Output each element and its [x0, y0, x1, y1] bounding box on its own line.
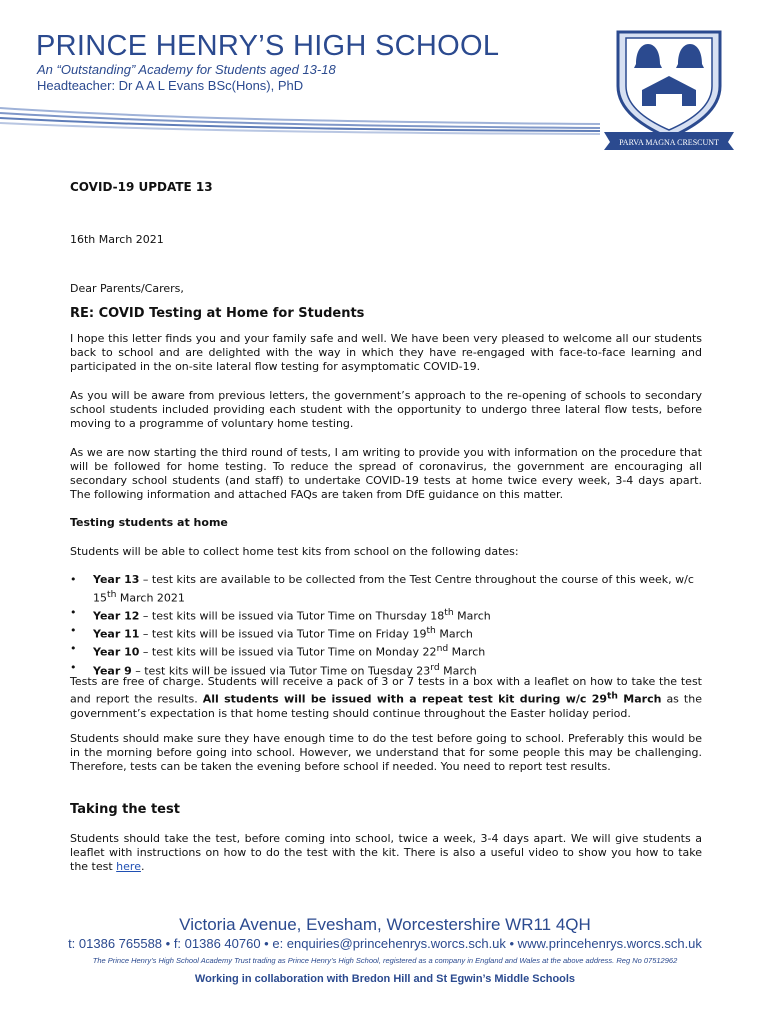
- paragraph-previous-letters: As you will be aware from previous letters, the government’s approach to the re-opening of schools to secondary school students included providing each student with the opportunity to undergo three lateral flow tests, before moving to a programme of voluntary home testing.: [70, 389, 702, 430]
- collection-dates-list: [70, 573, 710, 679]
- year-label: Year 10: [93, 646, 140, 659]
- list-item: • Year 11 – test kits will be issued via Tutor Time on Friday 19th March: [70, 624, 473, 641]
- bullet-icon: •: [70, 624, 77, 638]
- bullet-icon: •: [70, 660, 77, 674]
- bullet-icon: •: [70, 605, 77, 619]
- letter-greeting: Dear Parents/Carers,: [70, 282, 184, 295]
- heading-taking-the-test: Taking the test: [70, 802, 180, 817]
- footer-legal: The Prince Henry’s High School Academy Trust trading as Prince Henry’s High School, registered as a company in England and Wales at the above address. Reg No 07512962: [92, 956, 678, 965]
- headteacher-line: Headteacher: Dr A A L Evans BSc(Hons), PhD: [37, 78, 304, 93]
- video-link[interactable]: here: [116, 860, 141, 873]
- crest-motto: PARVA MAGNA CRESCUNT: [619, 138, 719, 147]
- footer-contact: t: 01386 765588 • f: 01386 40760 • e: enquiries@princehenrys.worcs.sch.uk • www.princehenrys.worcs.sch.uk: [68, 936, 702, 951]
- list-item: • Year 12 – test kits will be issued via Tutor Time on Thursday 18th March: [70, 605, 491, 623]
- bullet-icon: •: [70, 573, 77, 586]
- list-item: • Year 10 – test kits will be issued via Tutor Time on Monday 22nd March: [70, 642, 486, 659]
- header-swoosh-graphic: [0, 100, 600, 140]
- year-label: Year 11: [93, 627, 140, 641]
- list-item: • Year 13 – test kits are available to be collected from the Test Centre throughout the course of this week, w/c 15th March 2021: [70, 573, 694, 605]
- letter-title: COVID-19 UPDATE 13: [70, 180, 213, 194]
- collection-intro: Students will be able to collect home test kits from school on the following dates:: [70, 545, 519, 558]
- paragraph-taking-test: Students should take the test, before coming into school, twice a week, 3-4 days apart. We will give students a leaflet with instructions on how to do the test with the kit. There is also a useful video to show you how to take the test here.: [70, 832, 702, 873]
- footer-address: Victoria Avenue, Evesham, Worcestershire WR11 4QH: [179, 915, 591, 934]
- letter-subject: RE: COVID Testing at Home for Students: [70, 306, 365, 321]
- school-name: PRINCE HENRY’S HIGH SCHOOL: [36, 30, 500, 62]
- list-item: • Year 9 – test kits will be issued via Tutor Time on Tuesday 23rd March: [70, 660, 477, 678]
- letter-date: 16th March 2021: [70, 233, 164, 246]
- bullet-icon: •: [70, 642, 77, 656]
- footer-collaboration: Working in collaboration with Bredon Hill and St Egwin’s Middle Schools: [194, 973, 576, 985]
- year-label: Year 13: [93, 573, 140, 586]
- year-label: Year 12: [93, 609, 140, 623]
- year-label: Year 9: [93, 664, 132, 678]
- heading-testing-at-home: Testing students at home: [70, 516, 228, 529]
- paragraph-intro: I hope this letter finds you and your family safe and well. We have been very pleased to welcome all our students back to school and are delighted with the way in which they have re-engaged with face-to-face learning and participated in the on-site lateral flow testing for asymptomatic COVID-19.: [70, 332, 702, 373]
- paragraph-home-testing: As we are now starting the third round of tests, I am writing to provide you with information on the procedure that will be followed for home testing. To reduce the spread of coronavirus, the government are encouraging all secondary school students (and staff) to undertake COVID-19 tests at home twice every week, 3-4 days apart. The following information and attached FAQs are taken from DfE guidance on this matter.: [70, 446, 702, 501]
- paragraph-timing: Students should make sure they have enough time to do the test before going to school. Preferably this would be in the morning before going into school. However, we understand that for some people this may be challenging. Therefore, tests can be taken the evening before school if needed. You need to report test results.: [70, 732, 702, 773]
- school-tagline: An “Outstanding” Academy for Students aged 13-18: [37, 62, 336, 77]
- paragraph-free-tests: Tests are free of charge. Students will receive a pack of 3 or 7 tests in a box with a leaflet on how to take the test and report the results. All students will be issued with a repeat test kit during w/c 29th March as the government’s expectation is that home testing should continue throughout the Easter holiday period.: [70, 675, 702, 720]
- school-crest: [596, 28, 742, 152]
